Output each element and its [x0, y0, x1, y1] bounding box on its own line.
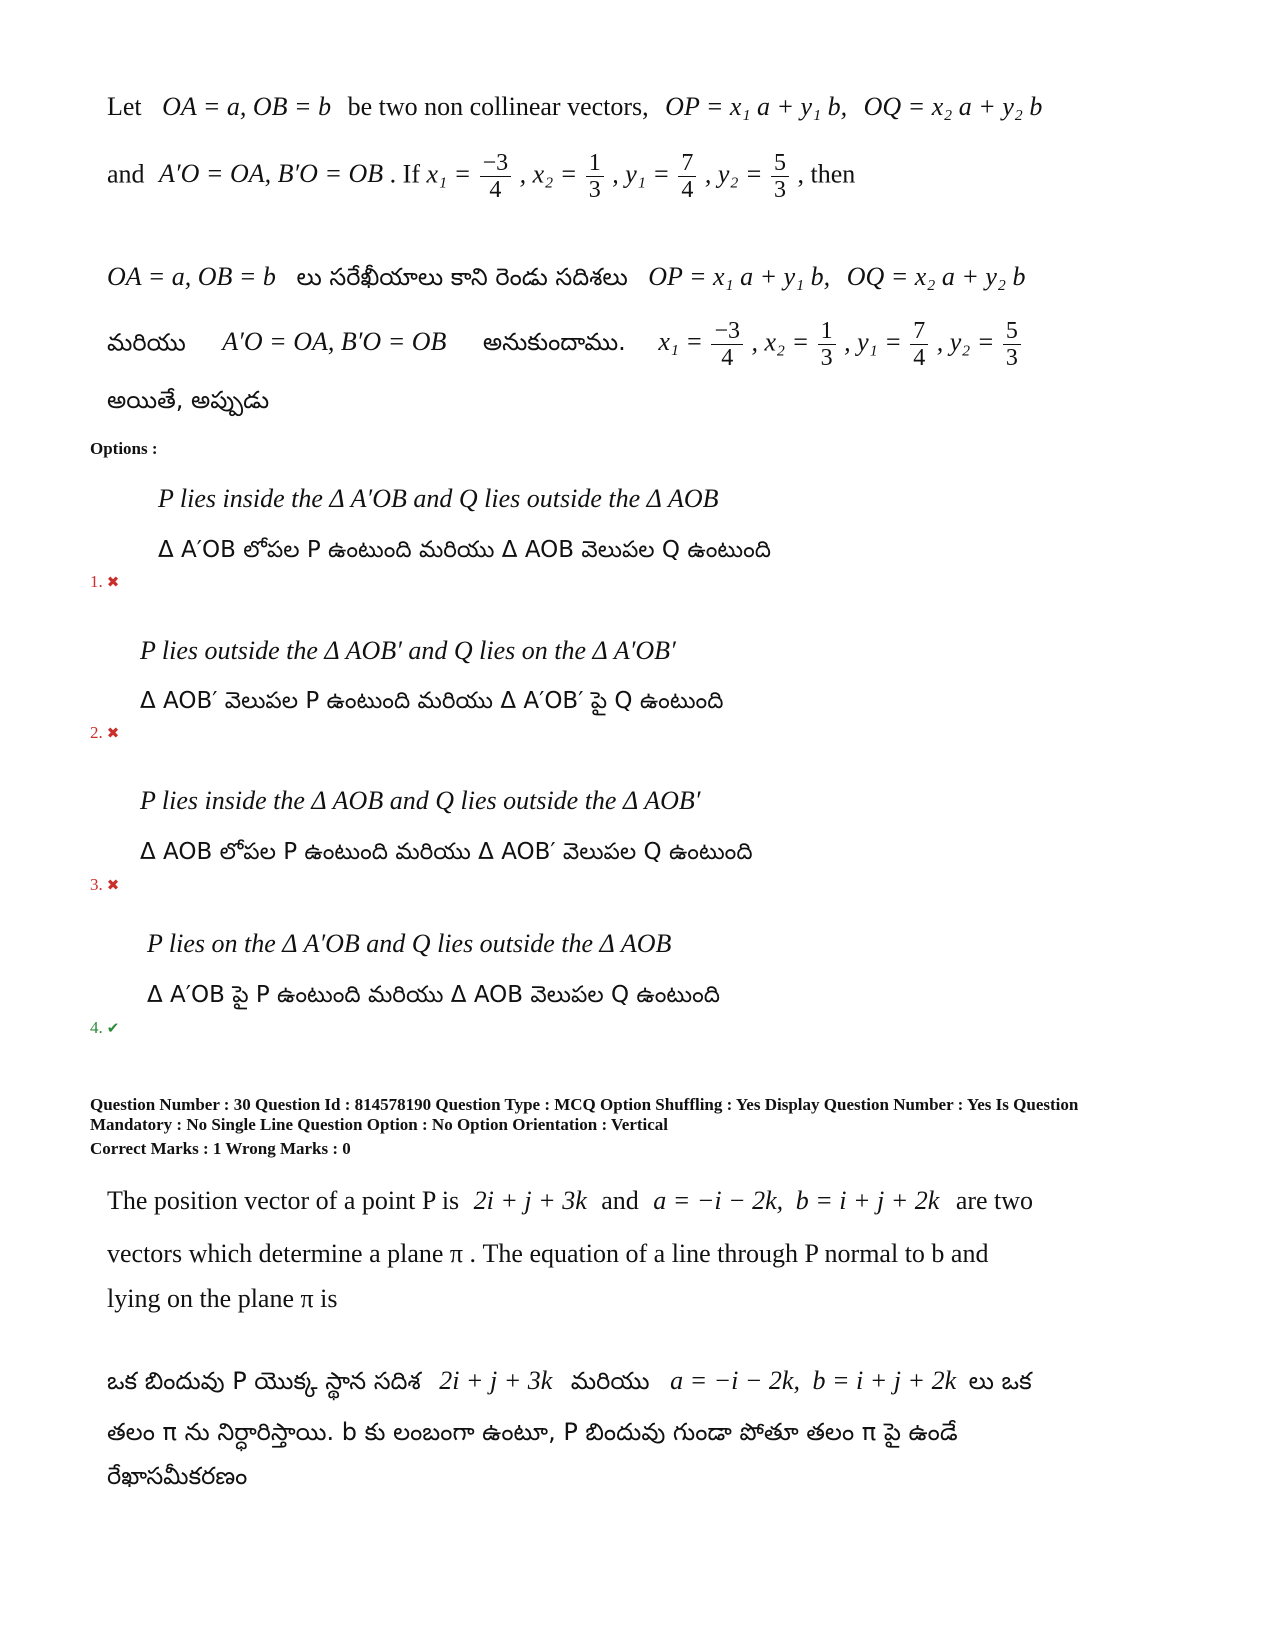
option-4-te: Δ A′OB పై P ఉంటుంది మరియు Δ AOB వెలుపల Q ఉంటుంది: [147, 982, 720, 1008]
option-2-en: P lies outside the Δ AOB′ and Q lies on the Δ A′OB′: [140, 636, 676, 665]
q30-meta-line3: Correct Marks : 1 Wrong Marks : 0: [90, 1139, 351, 1158]
x2-label: , x₂ =: [519, 159, 578, 189]
y2-fraction-te: [1003, 318, 1021, 371]
y2-denominator: 3: [774, 177, 787, 203]
vector-ao-bo: A′O = OA, B′O = OB: [159, 159, 384, 189]
q29-en-line2: [107, 150, 855, 203]
y1-numerator: 7: [678, 150, 696, 177]
q29-te-line3: అయితే, అప్పుడు: [107, 386, 270, 414]
x1-numerator: −3: [480, 150, 512, 177]
x2-denominator-te: 3: [820, 345, 833, 371]
q29-en-line1: [107, 92, 1042, 122]
option-3-te: Δ AOB లోపల P ఉంటుంది మరియు Δ AOB′ వెలుపల Q ఉంటుంది: [140, 839, 753, 865]
q29-te-line2: [107, 318, 1023, 371]
option-3-en: P lies inside the Δ AOB and Q lies outside the Δ AOB′: [140, 786, 701, 815]
option-4-number: 4.: [90, 1018, 103, 1037]
y2-numerator-te: 5: [1003, 318, 1021, 345]
x2-numerator: 1: [586, 150, 604, 177]
x2-label-te: , x₂ =: [751, 327, 810, 357]
q30-en-line3: lying on the plane π is: [107, 1284, 338, 1313]
y1-numerator-te: 7: [910, 318, 928, 345]
te-intro-text: ఒక బిందువు P యొక్క స్థాన సదిశ: [107, 1367, 421, 1395]
check-icon: ✔: [106, 1021, 120, 1037]
q30-meta-line1: Question Number : 30 Question Id : 814578190 Question Type : MCQ Option Shuffling : Yes Display Question Number : Yes Is Question: [90, 1095, 1079, 1114]
and-text: and: [601, 1186, 639, 1215]
y2-label-te: , y₂ =: [936, 327, 995, 357]
x1-fraction-te: [711, 318, 743, 371]
y1-denominator: 4: [681, 177, 694, 203]
option-3-number: 3.: [90, 875, 103, 894]
vector-a-te: a = −i − 2k,: [670, 1366, 800, 1395]
cross-icon: ✖: [106, 878, 120, 894]
vector-op-te: OP = x₁ a + y₁ b,: [648, 262, 831, 291]
x1-label: x₁ =: [426, 159, 472, 189]
option-2-marker: [90, 723, 119, 743]
vector-b: b = i + j + 2k: [795, 1186, 940, 1215]
te-mariyu: మరియు: [107, 328, 186, 357]
q30-te-line2: తలం π ను నిర్ధారిస్తాయి. b కు లంబంగా ఉంటూ, P బిందువు గుండా పోతూ తలం π పై ఉండే: [107, 1418, 958, 1446]
cross-icon: ✖: [106, 575, 120, 591]
vector-oa-ob-te: OA = a, OB = b: [107, 262, 276, 291]
q30-en-line1: [107, 1186, 1033, 1216]
are-two-text: are two: [955, 1186, 1034, 1215]
option-1-te: Δ A′OB లోపల P ఉంటుంది మరియు Δ AOB వెలుపల Q ఉంటుంది: [158, 537, 771, 563]
y1-label: , y₁ =: [612, 159, 670, 189]
y2-fraction: [771, 150, 789, 203]
and-text: and: [107, 159, 145, 189]
option-4-en: P lies on the Δ A′OB and Q lies outside the Δ AOB: [147, 929, 672, 958]
q30-te-line1: [107, 1366, 1032, 1401]
option-2-te: Δ AOB′ వెలుపల P ఉంటుంది మరియు Δ A′OB′ పై Q ఉంటుంది: [140, 688, 724, 714]
q30-te-line3: రేఖాసమీకరణం: [107, 1462, 248, 1490]
y1-fraction: [678, 150, 696, 203]
option-3-marker: [90, 875, 119, 895]
x1-numerator-te: −3: [711, 318, 743, 345]
y2-denominator-te: 3: [1005, 345, 1018, 371]
x1-denominator: 4: [489, 177, 502, 203]
y1-label-te: , y₁ =: [844, 327, 902, 357]
x2-denominator: 3: [588, 177, 601, 203]
option-1-en: P lies inside the Δ A′OB and Q lies outside the Δ AOB: [158, 484, 719, 513]
x1-denominator-te: 4: [721, 345, 734, 371]
x2-fraction: [586, 150, 604, 203]
x1-fraction: [480, 150, 512, 203]
let-text: Let: [107, 92, 142, 121]
vector-p-te: 2i + j + 3k: [439, 1366, 553, 1395]
y2-label: , y₂ =: [704, 159, 763, 189]
options-label: Options :: [90, 439, 158, 458]
option-1-number: 1.: [90, 572, 103, 591]
vector-p: 2i + j + 3k: [473, 1186, 587, 1215]
option-4-marker: [90, 1018, 119, 1038]
q30-meta-line2: Mandatory : No Single Line Question Option : No Option Orientation : Vertical: [90, 1115, 669, 1134]
vector-op: OP = x₁ a + y₁ b,: [665, 92, 848, 121]
q29-te-line1: [107, 262, 1026, 297]
vector-a: a = −i − 2k,: [653, 1186, 784, 1215]
noncollinear-text: be two non collinear vectors,: [347, 92, 649, 121]
y1-denominator-te: 4: [913, 345, 926, 371]
option-2-number: 2.: [90, 723, 103, 742]
q30-intro-text: The position vector of a point P is: [107, 1186, 460, 1215]
x1-label-te: x₁ =: [658, 327, 703, 357]
vector-oq: OQ = x₂ a + y₂ b: [863, 92, 1043, 121]
vector-oa-ob: OA = a, OB = b: [162, 92, 332, 121]
q30-en-line2: vectors which determine a plane π . The equation of a line through P normal to b and: [107, 1239, 989, 1268]
vector-b-te: b = i + j + 2k: [812, 1366, 957, 1395]
x2-numerator-te: 1: [818, 318, 836, 345]
if-text: . If: [389, 159, 420, 189]
te-mariyu-2: మరియు: [570, 1367, 650, 1395]
vector-ao-bo-te: A′O = OA, B′O = OB: [222, 327, 447, 357]
te-lu-oka: లు ఒక: [968, 1367, 1032, 1395]
x2-fraction-te: [818, 318, 836, 371]
te-noncollinear-text: లు సరేఖీయాలు కాని రెండు సదిశలు: [296, 263, 628, 291]
te-anukundamu: అనుకుందాము.: [482, 328, 626, 357]
option-1-marker: [90, 572, 119, 592]
y2-numerator: 5: [771, 150, 789, 177]
cross-icon: ✖: [106, 726, 120, 742]
vector-oq-te: OQ = x₂ a + y₂ b: [846, 262, 1026, 291]
then-text: , then: [797, 159, 856, 189]
y1-fraction-te: [910, 318, 928, 371]
